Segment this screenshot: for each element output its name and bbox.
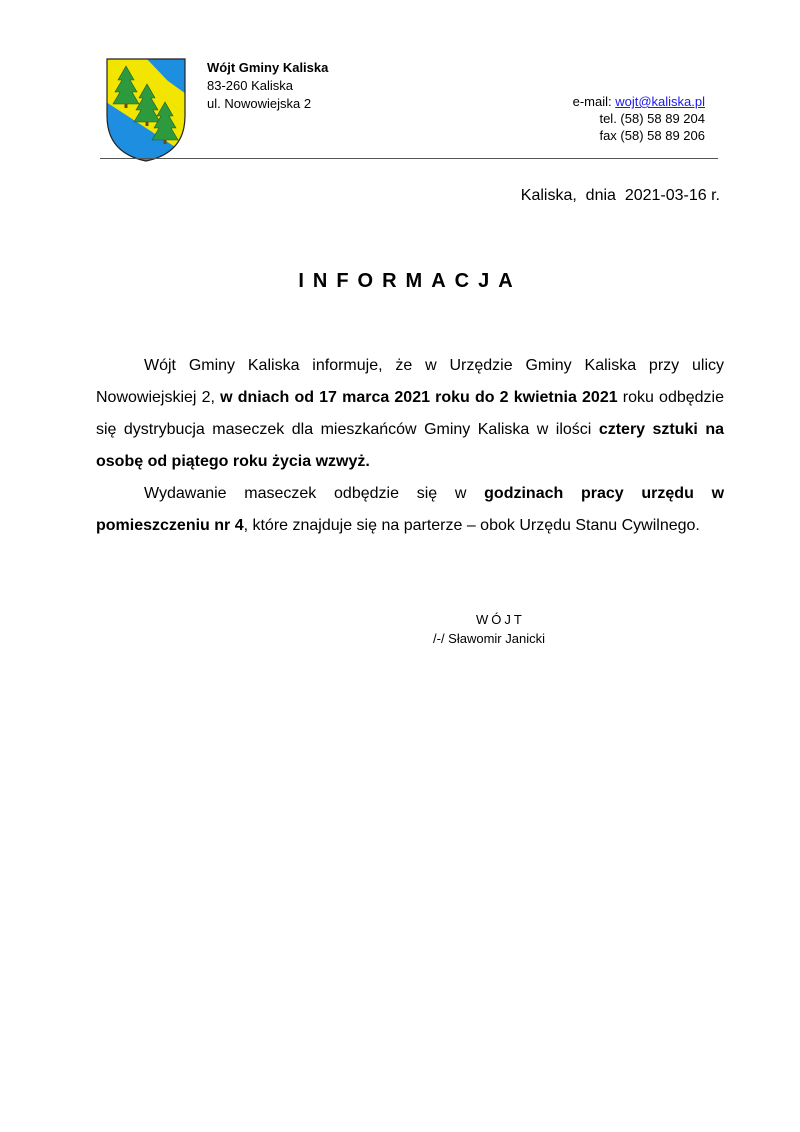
paragraph-2-location: godzinach pracy urzędu w pomieszczeniu nr 4: [96, 485, 725, 534]
contact-block: [530, 93, 705, 144]
email-link[interactable]: wojt@kaliska.pl: [615, 94, 705, 109]
phone-number: tel. (58) 58 89 204: [599, 111, 705, 126]
email-line: [530, 93, 705, 110]
street-address: ul. Nowowiejska 2: [207, 96, 312, 111]
email-label: e-mail:: [572, 94, 616, 109]
signature-block: [433, 610, 545, 648]
paragraph-1: [96, 350, 724, 478]
paragraph-1-text-a: Wójt Gminy Kaliska informuje, że w Urzędzie Gminy Kaliska przy ulicy Nowowiejskiej 2,: [96, 357, 724, 406]
date-line: Kaliska, dnia 2021-03-16 r.: [520, 187, 720, 204]
paragraph-2: [96, 478, 724, 542]
document-body: [96, 350, 724, 542]
signatory-role: WÓJT: [476, 612, 525, 627]
document-title: INFORMACJA: [298, 270, 522, 292]
paragraph-2-text-a: Wydawanie maseczek odbędzie się w: [144, 485, 485, 502]
paragraph-1-text-c: roku odbędzie się dystrybucja maseczek dla mieszkańców Gminy Kaliska w ilości: [96, 389, 725, 438]
coat-of-arms-icon: [106, 58, 186, 162]
paragraph-1-quantity: cztery sztuki na osobę od piątego roku życia wzwyż.: [96, 421, 725, 470]
fax-number: fax (58) 58 89 206: [599, 128, 705, 143]
paragraph-1-dates: w dniach od 17 marca 2021 roku do 2 kwietnia 2021: [220, 389, 618, 406]
postal-city: 83-260 Kaliska: [207, 78, 293, 93]
header-divider: [100, 158, 718, 159]
sender-address: [207, 59, 328, 113]
signatory-name: /-/ Sławomir Janicki: [433, 631, 545, 646]
office-name: Wójt Gminy Kaliska: [207, 60, 329, 75]
paragraph-2-text-c: , które znajduje się na parterze – obok Urzędu Stanu Cywilnego.: [243, 517, 700, 534]
